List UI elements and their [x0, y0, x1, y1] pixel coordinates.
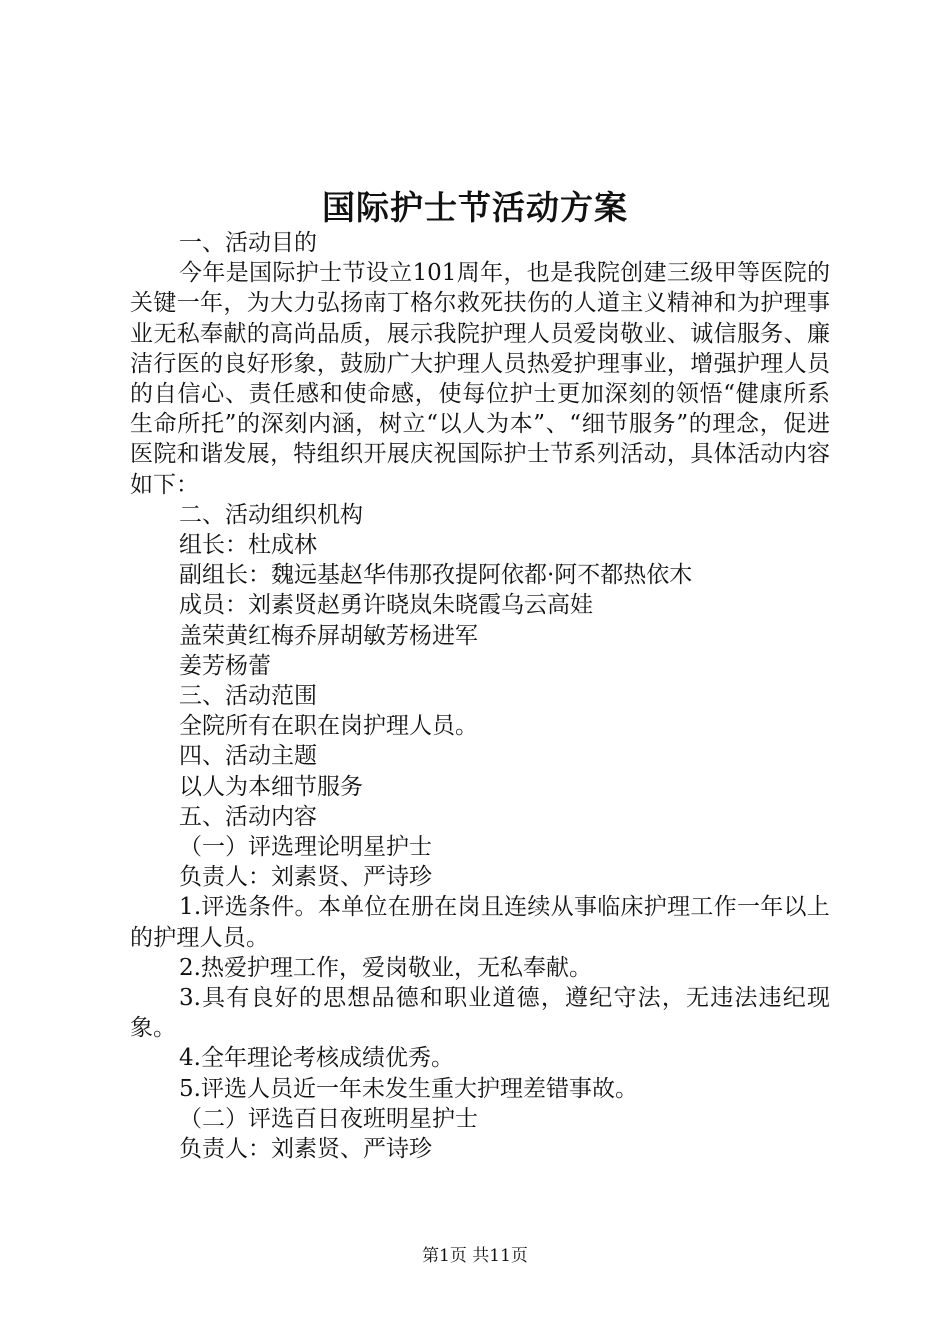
criteria-item-3: 3.具有良好的思想品德和职业道德，遵纪守法，无违法违纪现象。	[130, 985, 830, 1042]
members-line-3: 姜芳杨蕾	[179, 652, 271, 679]
document-body	[130, 228, 830, 1164]
section-heading-purpose: 一、活动目的	[179, 230, 317, 256]
deputy-leader-line: 副组长：魏远基赵华伟那孜提阿依都·阿不都热依木	[179, 562, 693, 589]
members-line-2: 盖荣黄红梅乔屏胡敏芳杨进军	[179, 622, 478, 649]
document-title: 国际护士节活动方案	[322, 188, 628, 227]
section-heading-organization: 二、活动组织机构	[179, 501, 363, 528]
page-footer: 第1页 共11页	[422, 1246, 528, 1266]
subsection-heading-theory-star: （一）评选理论明星护士	[179, 834, 432, 861]
theory-star-owner: 负责人：刘素贤、严诗珍	[179, 864, 432, 891]
purpose-paragraph: 今年是国际护士节设立101周年，也是我院创建三级甲等医院的关键一年，为大力弘扬南丁格尔救死扶伤的人道主义精神和为护理事业无私奉献的高尚品质，展示我院护理人员爱岗敬业、诚信服务、廉洁行医的良好形象，鼓励广大护理人员热爱护理事业，增强护理人员的自信心、责任感和使命感，使每位护士更加深刻的领悟“健康所系生命所托”的深刻内涵，树立“以人为本”、“细节服务”的理念，促进医院和谐发展，特组织开展庆祝国际护士节系列活动，具体活动内容如下：	[130, 260, 830, 498]
night-star-owner: 负责人：刘素贤、严诗珍	[179, 1136, 432, 1163]
criteria-item-2: 2.热爱护理工作，爱岗敬业，无私奉献。	[179, 954, 592, 981]
theme-text: 以人为本细节服务	[179, 773, 363, 800]
members-line-1: 成员：刘素贤赵勇许晓岚朱晓霞乌云高娃	[179, 592, 593, 619]
criteria-item-1: 1.评选条件。本单位在册在岗且连续从事临床护理工作一年以上的护理人员。	[130, 894, 830, 951]
criteria-item-5: 5.评选人员近一年未发生重大护理差错事故。	[179, 1075, 638, 1102]
section-heading-content: 五、活动内容	[179, 803, 317, 830]
subsection-heading-night-star: （二）评选百日夜班明星护士	[179, 1105, 478, 1132]
section-heading-scope: 三、活动范围	[179, 683, 317, 710]
leader-line: 组长：杜成林	[179, 532, 317, 559]
scope-text: 全院所有在职在岗护理人员。	[179, 713, 478, 740]
criteria-item-4: 4.全年理论考核成绩优秀。	[179, 1045, 454, 1072]
section-heading-theme: 四、活动主题	[179, 743, 317, 770]
